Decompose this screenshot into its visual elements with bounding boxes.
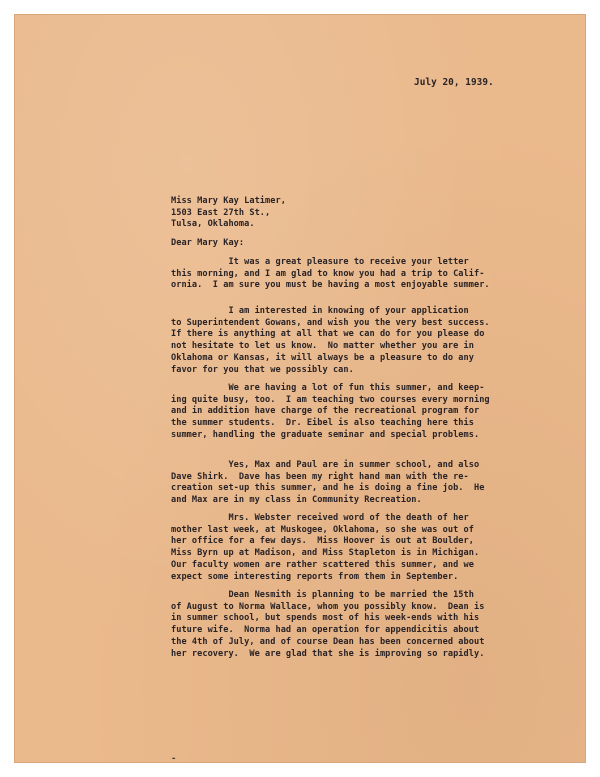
- letter-date: July 20, 1939.: [414, 77, 494, 88]
- paragraph-6: Dean Nesmith is planning to be married the 15th of August to Norma Wallace, whom you possibly know. Dean is in summer school, but spends most of his week-ends with his future wife. Norma had an operation for appendicitis about the 4th of July, and of course Dean has been concerned about her recovery. We are glad that she is improving so rapidly.: [171, 590, 485, 659]
- paragraph-5: Mrs. Webster received word of the death of her mother last week, at Muskogee, Oklahoma, so she was out of her office for a few days. Miss Hoover is out at Boulder, Miss Byrn up at Madison, and Miss Stapleton is in Michigan. Our faculty women are rather scattered this summer, and we expect some interesting reports from them in September.: [171, 513, 480, 582]
- paragraph-2: I am interested in knowing of your application to Superintendent Gowans, and wish you the very best success. If there is anything at all that we can do for you please do not hesitate to let us know. No matter whether you are in Oklahoma or Kansas, it will always be a pleasure to do any favor for you that we possibly can.: [171, 306, 490, 375]
- paragraph-1: It was a great pleasure to receive your letter this morning, and I am glad to know you had a trip to Calif- ornia. I am sure you must be having a most enjoyable summer.: [171, 257, 490, 291]
- paragraph-3: We are having a lot of fun this summer, and keep- ing quite busy, too. I am teaching two courses every morning and in addition have charge of the recreational program for the summer students. Dr. Eibel is also teaching here this summer, handling the graduate seminar and special problems.: [171, 383, 490, 440]
- page-mark: -: [171, 754, 177, 764]
- salutation: Dear Mary Kay:: [171, 238, 245, 248]
- paragraph-4: Yes, Max and Paul are in summer school, and also Dave Shirk. Dave has been my right hand man with the re- creation set-up this summer, and he is doing a fine job. He and Max are in my class in Community Recreation.: [171, 460, 485, 506]
- recipient-address: Miss Mary Kay Latimer, 1503 East 27th St., Tulsa, Oklahoma.: [171, 196, 286, 230]
